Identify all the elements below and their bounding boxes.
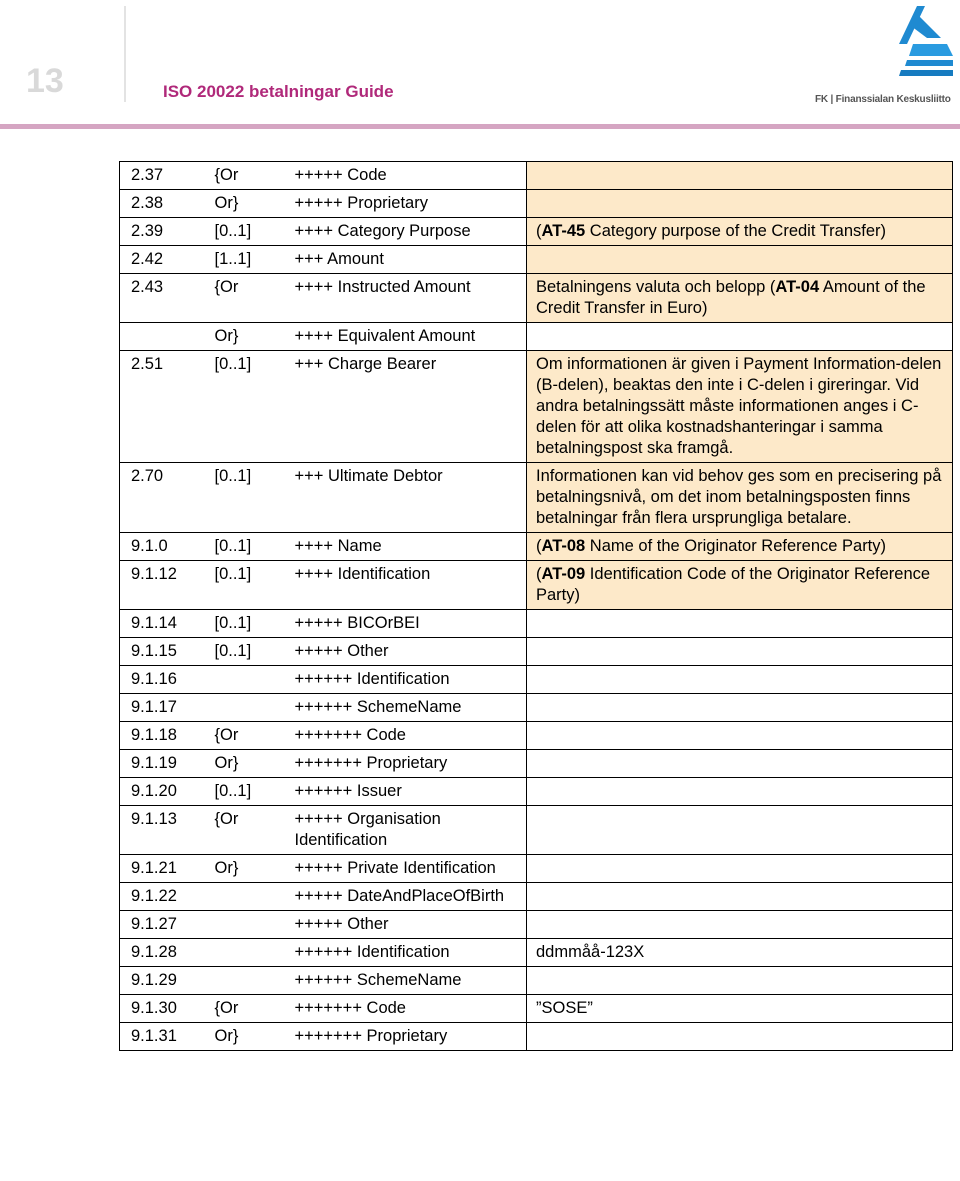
row-multiplicity bbox=[213, 666, 294, 694]
row-number: 9.1.17 bbox=[120, 694, 213, 722]
row-number: 2.70 bbox=[120, 463, 213, 533]
row-note bbox=[527, 995, 953, 1023]
row-note bbox=[527, 967, 953, 995]
table-row bbox=[120, 883, 953, 911]
iso-mapping-table bbox=[119, 161, 953, 1051]
table-row bbox=[120, 855, 953, 883]
row-multiplicity bbox=[213, 939, 294, 967]
note-description: Amount of the Credit Transfer in Euro) bbox=[536, 278, 926, 317]
row-multiplicity: Or} bbox=[213, 190, 294, 218]
row-note bbox=[527, 911, 953, 939]
row-multiplicity: Or} bbox=[213, 855, 294, 883]
page-number: 13 bbox=[26, 62, 64, 100]
row-element: ++++ Name bbox=[294, 533, 527, 561]
row-element: +++++++ Code bbox=[294, 995, 527, 1023]
row-number: 2.37 bbox=[120, 162, 213, 190]
row-note bbox=[527, 939, 953, 967]
row-element: ++++ Instructed Amount bbox=[294, 274, 527, 323]
table-row bbox=[120, 274, 953, 323]
row-note bbox=[527, 750, 953, 778]
row-element: +++++++ Proprietary bbox=[294, 750, 527, 778]
row-element: +++++++ Proprietary bbox=[294, 1023, 527, 1051]
table-row bbox=[120, 246, 953, 274]
row-element: +++++ DateAndPlaceOfBirth bbox=[294, 883, 527, 911]
row-element: ++++++ SchemeName bbox=[294, 694, 527, 722]
note-code: AT-08 bbox=[541, 537, 586, 555]
row-multiplicity: [0..1] bbox=[213, 533, 294, 561]
note-code: AT-04 bbox=[775, 278, 820, 296]
row-multiplicity: [0..1] bbox=[213, 218, 294, 246]
row-multiplicity: {Or bbox=[213, 806, 294, 855]
row-multiplicity: {Or bbox=[213, 162, 294, 190]
row-note bbox=[527, 638, 953, 666]
row-element: +++++ Other bbox=[294, 911, 527, 939]
note-code: AT-09 bbox=[541, 565, 586, 583]
guide-title: ISO 20022 betalningar Guide bbox=[163, 82, 394, 101]
row-element: +++++ Private Identification bbox=[294, 855, 527, 883]
note-text: ( bbox=[536, 222, 542, 240]
row-element: +++ Charge Bearer bbox=[294, 351, 527, 463]
header-rule bbox=[0, 124, 960, 129]
row-note bbox=[527, 694, 953, 722]
logo-text: FK | Finanssialan Keskusliitto bbox=[815, 94, 951, 105]
row-multiplicity: [1..1] bbox=[213, 246, 294, 274]
row-multiplicity: [0..1] bbox=[213, 638, 294, 666]
row-note bbox=[527, 463, 953, 533]
row-element: +++++ Proprietary bbox=[294, 190, 527, 218]
row-number: 9.1.16 bbox=[120, 666, 213, 694]
row-multiplicity: Or} bbox=[213, 323, 294, 351]
row-note bbox=[527, 666, 953, 694]
table-row bbox=[120, 218, 953, 246]
row-multiplicity bbox=[213, 911, 294, 939]
row-element: ++++++ Identification bbox=[294, 666, 527, 694]
row-number: 9.1.21 bbox=[120, 855, 213, 883]
row-number: 9.1.14 bbox=[120, 610, 213, 638]
header-divider bbox=[124, 6, 126, 102]
row-note bbox=[527, 1023, 953, 1051]
row-note bbox=[527, 610, 953, 638]
row-number: 9.1.19 bbox=[120, 750, 213, 778]
note-text: Om informationen är given i Payment Information-delen (B-delen), beaktas den inte i C-delen i gireringar. Vid andra betalningssätt måste informationen anges i C-delen för att olika kostnadshanteringar i samma betalningspost ska framgå. bbox=[536, 355, 942, 457]
row-element: +++++ Organisation Identification bbox=[294, 806, 527, 855]
table-row bbox=[120, 638, 953, 666]
row-element: +++++ Other bbox=[294, 638, 527, 666]
row-note bbox=[527, 246, 953, 274]
row-number: 2.38 bbox=[120, 190, 213, 218]
row-note bbox=[527, 778, 953, 806]
row-number: 9.1.18 bbox=[120, 722, 213, 750]
table-row bbox=[120, 323, 953, 351]
table-row bbox=[120, 1023, 953, 1051]
row-multiplicity: {Or bbox=[213, 995, 294, 1023]
table-row bbox=[120, 533, 953, 561]
note-description: Category purpose of the Credit Transfer) bbox=[585, 222, 887, 240]
table-row bbox=[120, 190, 953, 218]
row-number: 9.1.30 bbox=[120, 995, 213, 1023]
note-code: AT-45 bbox=[541, 222, 586, 240]
row-multiplicity: [0..1] bbox=[213, 610, 294, 638]
row-multiplicity: {Or bbox=[213, 722, 294, 750]
row-number: 2.39 bbox=[120, 218, 213, 246]
row-multiplicity: [0..1] bbox=[213, 778, 294, 806]
table-row bbox=[120, 911, 953, 939]
row-number bbox=[120, 323, 213, 351]
row-note bbox=[527, 722, 953, 750]
row-note bbox=[527, 855, 953, 883]
note-text: ( bbox=[536, 537, 542, 555]
row-multiplicity: [0..1] bbox=[213, 463, 294, 533]
row-multiplicity bbox=[213, 883, 294, 911]
row-element: +++++ Code bbox=[294, 162, 527, 190]
row-note bbox=[527, 806, 953, 855]
row-element: ++++++ Identification bbox=[294, 939, 527, 967]
table-row bbox=[120, 351, 953, 463]
row-number: 2.42 bbox=[120, 246, 213, 274]
table-row bbox=[120, 806, 953, 855]
table-row bbox=[120, 995, 953, 1023]
table-row bbox=[120, 666, 953, 694]
row-number: 2.43 bbox=[120, 274, 213, 323]
table-row bbox=[120, 561, 953, 610]
row-number: 9.1.15 bbox=[120, 638, 213, 666]
row-element: +++++ BICOrBEI bbox=[294, 610, 527, 638]
row-number: 9.1.28 bbox=[120, 939, 213, 967]
table-row bbox=[120, 750, 953, 778]
table-row bbox=[120, 778, 953, 806]
note-text: ( bbox=[536, 565, 542, 583]
row-number: 9.1.29 bbox=[120, 967, 213, 995]
row-note bbox=[527, 218, 953, 246]
row-number: 9.1.0 bbox=[120, 533, 213, 561]
page-header bbox=[0, 0, 960, 132]
row-element: +++ Amount bbox=[294, 246, 527, 274]
row-element: ++++++ SchemeName bbox=[294, 967, 527, 995]
row-note bbox=[527, 323, 953, 351]
row-multiplicity: Or} bbox=[213, 1023, 294, 1051]
note-text: Betalningens valuta och belopp ( bbox=[536, 278, 776, 296]
row-multiplicity: Or} bbox=[213, 750, 294, 778]
row-number: 9.1.31 bbox=[120, 1023, 213, 1051]
row-note bbox=[527, 274, 953, 323]
row-multiplicity bbox=[213, 967, 294, 995]
row-element: ++++++ Issuer bbox=[294, 778, 527, 806]
row-note bbox=[527, 533, 953, 561]
note-description: Name of the Originator Reference Party) bbox=[585, 537, 887, 555]
note-description: Identification Code of the Originator Reference Party) bbox=[536, 565, 931, 604]
row-element: ++++ Category Purpose bbox=[294, 218, 527, 246]
table-row bbox=[120, 610, 953, 638]
table-row bbox=[120, 722, 953, 750]
row-note bbox=[527, 561, 953, 610]
row-multiplicity: [0..1] bbox=[213, 351, 294, 463]
row-note bbox=[527, 883, 953, 911]
row-multiplicity: {Or bbox=[213, 274, 294, 323]
row-number: 9.1.27 bbox=[120, 911, 213, 939]
table-row bbox=[120, 967, 953, 995]
note-text: ”SOSE” bbox=[536, 999, 593, 1017]
row-note bbox=[527, 351, 953, 463]
row-element: +++++++ Code bbox=[294, 722, 527, 750]
row-number: 9.1.20 bbox=[120, 778, 213, 806]
row-element: ++++ Identification bbox=[294, 561, 527, 610]
row-element: +++ Ultimate Debtor bbox=[294, 463, 527, 533]
row-multiplicity: [0..1] bbox=[213, 561, 294, 610]
row-multiplicity bbox=[213, 694, 294, 722]
note-text: ddmmåå-123X bbox=[536, 943, 645, 961]
row-number: 9.1.12 bbox=[120, 561, 213, 610]
table-row bbox=[120, 939, 953, 967]
table-row bbox=[120, 463, 953, 533]
fk-logo-icon bbox=[897, 4, 955, 84]
note-text: Informationen kan vid behov ges som en precisering på betalningsnivå, om det inom betalningsposten finns betalningar från flera ursprungliga betalare. bbox=[536, 467, 942, 527]
row-number: 2.51 bbox=[120, 351, 213, 463]
table-body bbox=[120, 162, 953, 1051]
fk-logo bbox=[815, 4, 955, 108]
table-row bbox=[120, 694, 953, 722]
row-note bbox=[527, 190, 953, 218]
row-element: ++++ Equivalent Amount bbox=[294, 323, 527, 351]
table-row bbox=[120, 162, 953, 190]
row-number: 9.1.22 bbox=[120, 883, 213, 911]
row-note bbox=[527, 162, 953, 190]
row-number: 9.1.13 bbox=[120, 806, 213, 855]
